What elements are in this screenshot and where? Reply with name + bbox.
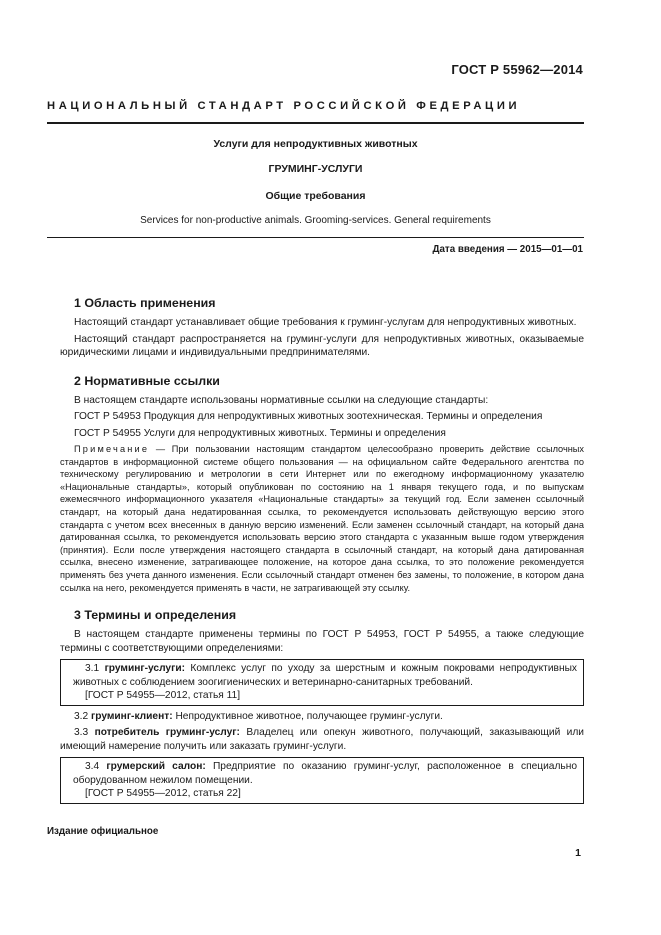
title-line-3: Общие требования [265,190,366,202]
paragraph: В настоящем стандарте применены термины по ГОСТ Р 54953, ГОСТ Р 54955, а также следующие термины с соответствующими определениями: [60,629,584,654]
term-name: грумерский салон: [106,761,206,773]
term-name: груминг-клиент: [91,710,173,722]
title-divider [47,237,584,238]
term-source: [ГОСТ Р 54955—2012, статья 22] [85,788,241,800]
gost-code: ГОСТ Р 55962—2014 [451,62,583,77]
introduction-date: Дата введения — 2015—01—01 [432,244,583,255]
section-normative-references [60,374,584,595]
term-definition: 3.3 потребитель груминг-услуг: Владелец или опекун животного, получающий, заказывающий или имеющий намерение получить или заказать груминг-услуги. [60,727,584,752]
term-definition: 3.2 груминг-клиент: Непродуктивное животное, получающее груминг-услуги. [74,710,443,722]
note-text: — При пользовании настоящим стандартом целесообразно проверить действие ссылочных стандартов в информационной системе общего пользования — на официальном сайте Федерального агентства по техническому регулированию и метрологии в сети Интернет или по ежегодному информационному указателю «Национальные стандарты», который опубликован по состоянию на 1 января текущего года, и по выпускам ежемесячного информационного указателя «Национальные стандарты» за текущий год. Если заменен ссылочный стандарт, на который дана недатированная ссылка, то рекомендуется использовать действующую версию этого стандарта с учетом всех внесенных в данную версию изменений. Если заменен ссылочный стандарт, на который дана датированная ссылка, то рекомендуется использовать версию этого стандарта с указанным выше годом утверждения (принятия). Если после утверждения настоящего стандарта в ссылочный стандарт, на который дана датированная ссылка, внесено изменение, затрагивающее положение, на которое дана ссылка, то это положение рекомендуется применять без учета данного изменения. Если ссылочный стандарт отменен без замены, то положение, в котором дана ссылка на него, рекомендуется применять в части, не затрагивающей эту ссылку. [60,444,584,593]
title-english: Services for non-productive animals. Grooming-services. General requirements [140,215,491,226]
reference-item: ГОСТ Р 54955 Услуги для непродуктивных животных. Термины и определения [74,427,446,439]
paragraph: Настоящий стандарт устанавливает общие требования к груминг-услугам для непродуктивных животных. [74,317,577,328]
section-heading: 1 Область применения [74,296,216,310]
term-definition: 3.1 груминг-услуги: Комплекс услуг по уходу за шерстным и кожным покровами непродуктивных животных с соблюдением зоогигиенических и ветеринарно-санитарных требований. [73,663,577,688]
title-line-2: ГРУМИНГ-УСЛУГИ [268,163,363,175]
national-standard-banner: НАЦИОНАЛЬНЫЙ СТАНДАРТ РОССИЙСКОЙ ФЕДЕРАЦИИ [47,100,521,112]
document-body [60,296,584,808]
term-box-3-4 [60,757,584,804]
term-definition: 3.4 грумерский салон: Предприятие по оказанию груминг-услуг, расположенное в специально оборудованном нежилом помещении. [73,761,577,786]
top-divider [47,122,584,124]
note-label: Примечание [74,444,150,454]
section-terms-definitions [60,608,584,804]
section-heading: 2 Нормативные ссылки [74,373,220,388]
page-number: 1 [575,847,581,859]
paragraph: В настоящем стандарте использованы нормативные ссылки на следующие стандарты: [74,394,489,406]
reference-item: ГОСТ Р 54953 Продукция для непродуктивных животных зоотехническая. Термины и определения [74,411,543,422]
term-name: потребитель груминг-услуг: [94,727,240,739]
section-scope [60,296,584,360]
note-paragraph [60,443,584,594]
paragraph: Настоящий стандарт распространяется на груминг-услуги для непродуктивных животных, оказываемые юридическими лицами и индивидуальными предпринимателями. [60,333,584,358]
term-source: [ГОСТ Р 54955—2012, статья 11] [85,690,241,702]
section-heading: 3 Термины и определения [74,608,237,623]
official-edition-label: Издание официальное [47,826,159,837]
term-box-3-1 [60,659,584,706]
title-line-1: Услуги для непродуктивных животных [213,138,418,150]
term-name: груминг-услуги: [104,663,185,675]
